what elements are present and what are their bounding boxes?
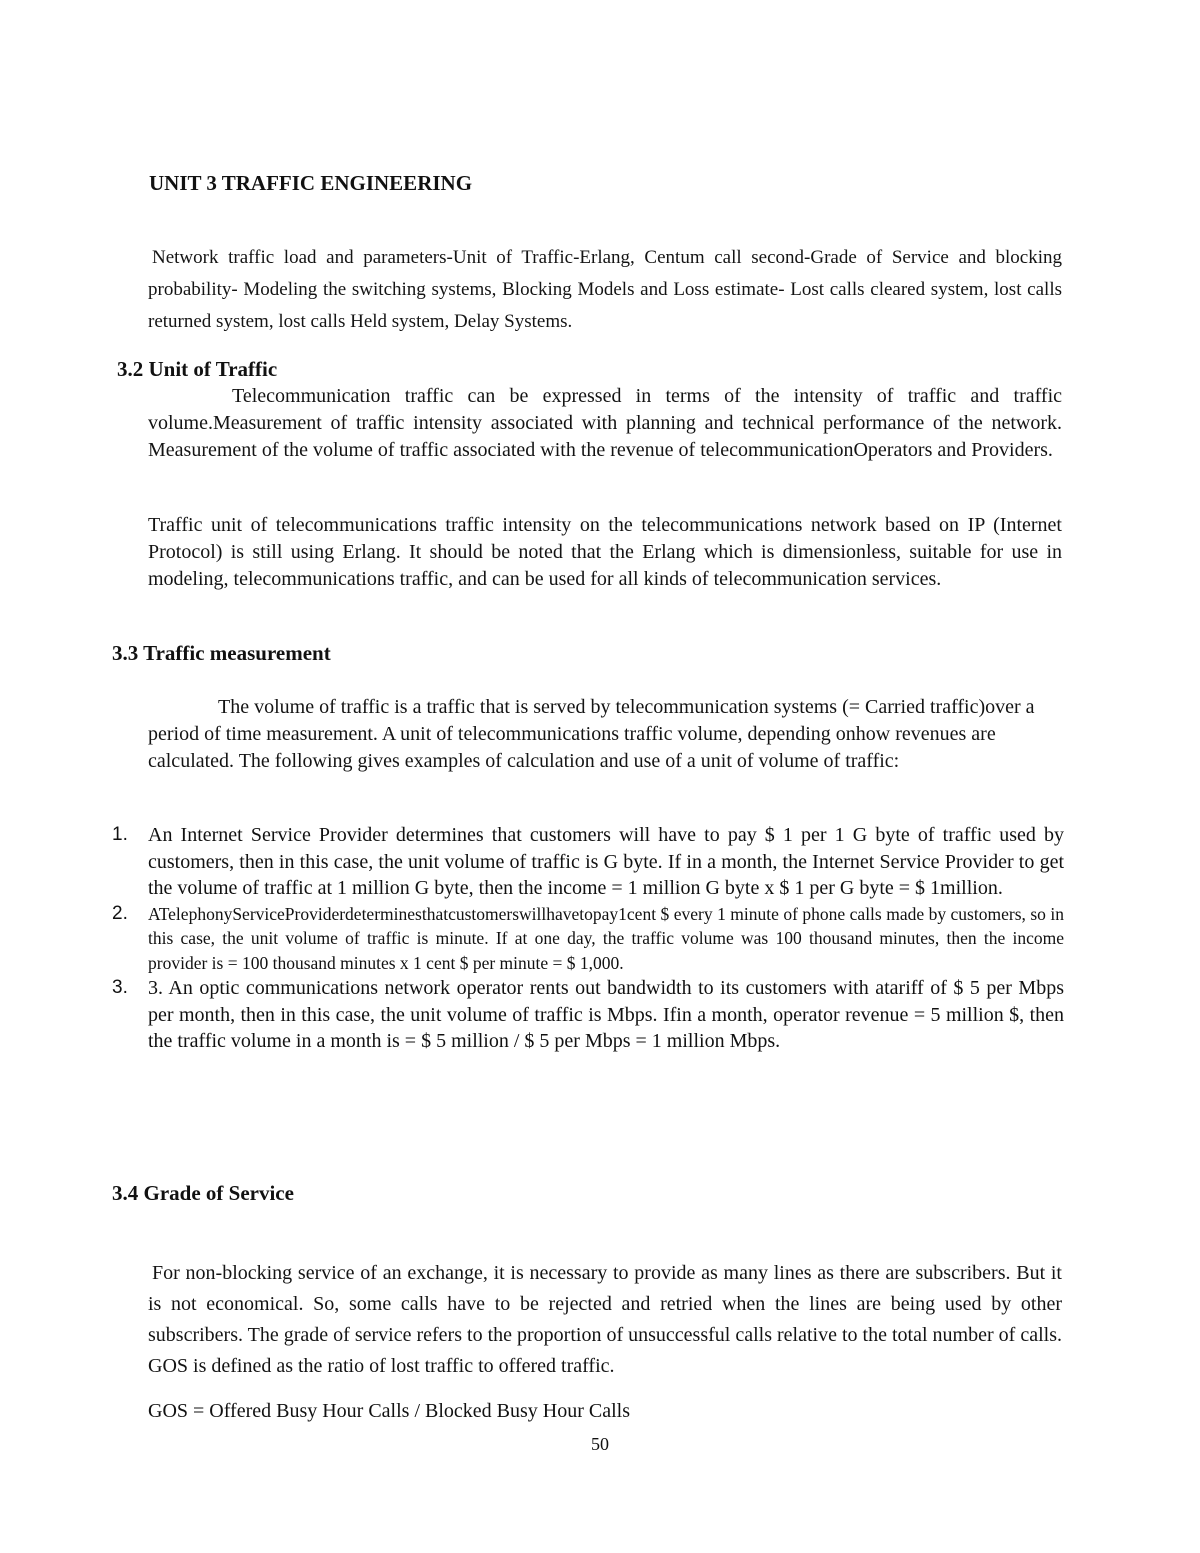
section-3-3-heading: 3.3 Traffic measurement [112, 641, 331, 665]
list-item [112, 975, 1064, 1055]
unit-title: UNIT 3 TRAFFIC ENGINEERING [149, 171, 473, 195]
list-item-text: 3. An optic communications network operator rents out bandwidth to its customers with atariff of $ 5 per Mbps per month, then in this case, the unit volume of traffic is Mbps. Ifin a month, operator revenue = 5 million $, then the traffic volume in a month is = $ 5 million / $ 5 per Mbps = 1 million Mbps. [148, 977, 1064, 1052]
gos-formula: GOS = Offered Busy Hour Calls / Blocked Busy Hour Calls [148, 1400, 630, 1422]
section-3-4-heading: 3.4 Grade of Service [112, 1181, 294, 1205]
section-3-3-paragraph-1: The volume of traffic is a traffic that is served by telecommunication systems (= Carried traffic)over a period of time measurement. A unit of telecommunications traffic volume, depending onhow revenues are calculated. The following gives examples of calculation and use of a unit of volume of traffic: [148, 696, 1035, 772]
syllabus-paragraph: Network traffic load and parameters-Unit of Traffic-Erlang, Centum call second-Grade of Service and blocking probability- Modeling the switching systems, Blocking Models and Loss estimate- Lost calls cleared system, lost calls returned system, lost calls Held system, Delay Systems. [148, 247, 1062, 332]
page-number: 50 [591, 1434, 609, 1454]
list-item-text: ATelephonyServiceProviderdeterminesthatcustomerswillhavetopay1cent $ every 1 minute of phone calls made by customers, so in this case, the unit volume of traffic is minute. If at one day, the traffic volume was 100 thousand minutes, then the income provider is = 100 thousand minutes x 1 cent $ per minute = $ 1,000. [148, 903, 1064, 973]
section-3-4-paragraph-1: For non-blocking service of an exchange, it is necessary to provide as many lines as there are subscribers. But it is not economical. So, some calls have to be rejected and retried when the lines are being used by other subscribers. The grade of service refers to the proportion of unsuccessful calls relative to the total number of calls. GOS is defined as the ratio of lost traffic to offered traffic. [148, 1262, 1062, 1377]
list-item-number: 3. [112, 977, 128, 998]
traffic-volume-examples-list [112, 822, 1064, 1055]
section-3-2-paragraph-1: Telecommunication traffic can be expressed in terms of the intensity of traffic and traffic volume.Measurement of traffic intensity associated with planning and technical performance of the network. Measurement of the volume of traffic associated with the revenue of telecommunicationOperators and Providers. [148, 385, 1062, 461]
list-item [112, 822, 1064, 902]
section-3-2-heading: 3.2 Unit of Traffic [117, 357, 278, 381]
list-item-text: An Internet Service Provider determines that customers will have to pay $ 1 per 1 G byte of traffic used by customers, then in this case, the unit volume of traffic is G byte. If in a month, the Internet Service Provider to get the volume of traffic at 1 million G byte, then the income = 1 million G byte x $ 1 per G byte = $ 1million. [148, 824, 1064, 899]
list-item-number: 2. [112, 902, 128, 924]
section-3-2-paragraph-2: Traffic unit of telecommunications traffic intensity on the telecommunications network based on IP (Internet Protocol) is still using Erlang. It should be noted that the Erlang which is dimensionless, suitable for use in modeling, telecommunications traffic, and can be used for all kinds of telecommunication services. [148, 514, 1062, 590]
list-item-number: 1. [112, 824, 128, 845]
list-item [112, 902, 1064, 976]
